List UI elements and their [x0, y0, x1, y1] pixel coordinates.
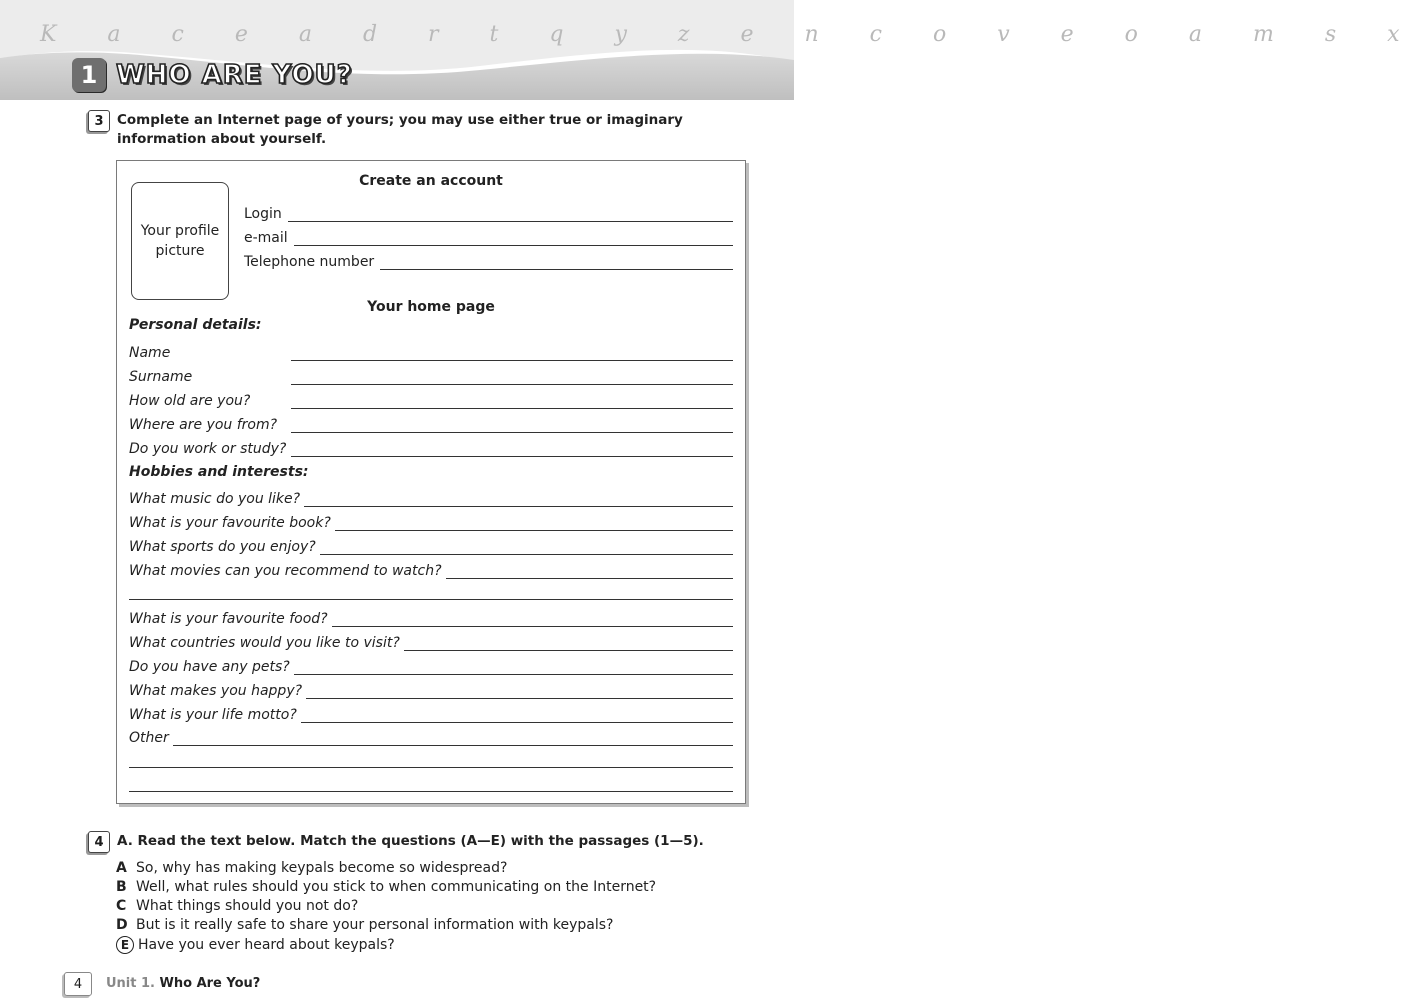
hobbies-heading: Hobbies and interests: — [129, 464, 309, 480]
page-number: 4 — [64, 972, 92, 996]
field-label: How old are you? — [129, 393, 251, 409]
footer-unit-name: Who Are You? — [159, 976, 261, 991]
question-label: What makes you happy? — [129, 683, 303, 699]
other-field[interactable] — [129, 726, 733, 746]
origin-field[interactable] — [129, 413, 733, 433]
exercise-instruction: A. Read the text below. Match the questions (A—E) with the passages (1—5). — [117, 833, 704, 849]
option-key: A — [116, 860, 127, 876]
unit-number-badge: 1 — [72, 58, 106, 92]
answer-line[interactable] — [129, 791, 733, 792]
unit-header — [0, 0, 1422, 100]
music-question[interactable] — [129, 487, 733, 507]
exercise-number: 4 — [88, 831, 110, 853]
login-field[interactable] — [244, 202, 733, 222]
surname-field[interactable] — [129, 365, 733, 385]
option-item — [116, 936, 395, 954]
answer-line[interactable] — [173, 731, 733, 746]
email-field[interactable] — [244, 226, 733, 246]
answer-line[interactable] — [291, 346, 733, 361]
home-page-heading: Your home page — [367, 299, 495, 315]
option-text: What things should you not do? — [136, 898, 359, 914]
answer-line[interactable] — [335, 516, 733, 531]
internet-page-form — [116, 160, 746, 804]
sports-question[interactable] — [129, 535, 733, 555]
field-label: e-mail — [244, 230, 288, 246]
answer-line[interactable] — [291, 394, 733, 409]
profile-picture-label: Your profile picture — [140, 223, 220, 259]
answer-line[interactable] — [304, 492, 733, 507]
option-item — [116, 917, 614, 933]
motto-question[interactable] — [129, 703, 733, 723]
answer-line[interactable] — [446, 564, 734, 579]
answer-line[interactable] — [301, 708, 733, 723]
answer-line[interactable] — [294, 660, 733, 675]
option-key-circled: E — [116, 936, 134, 954]
question-label: What countries would you like to visit? — [129, 635, 400, 651]
name-field[interactable] — [129, 341, 733, 361]
field-label: Name — [129, 345, 171, 361]
option-item — [116, 898, 358, 914]
option-item — [116, 879, 656, 895]
field-label: Telephone number — [244, 254, 375, 270]
countries-question[interactable] — [129, 631, 733, 651]
option-key: D — [116, 917, 128, 933]
question-label: Do you have any pets? — [129, 659, 290, 675]
option-item — [116, 860, 507, 876]
unit-title: WHO ARE YOU? — [116, 60, 353, 90]
food-question[interactable] — [129, 607, 733, 627]
answer-line[interactable] — [288, 207, 733, 222]
field-label: Login — [244, 206, 282, 222]
movies-question[interactable] — [129, 559, 733, 579]
question-label: Other — [129, 730, 169, 746]
question-label: What sports do you enjoy? — [129, 539, 316, 555]
question-label: What is your favourite food? — [129, 611, 328, 627]
answer-line[interactable] — [291, 370, 733, 385]
answer-line[interactable] — [380, 255, 733, 270]
footer-unit-prefix: Unit 1. — [106, 976, 155, 991]
question-label: What movies can you recommend to watch? — [129, 563, 442, 579]
option-key: B — [116, 879, 127, 895]
answer-line[interactable] — [306, 684, 733, 699]
personal-details-heading: Personal details: — [129, 317, 262, 333]
question-label: What is your favourite book? — [129, 515, 331, 531]
option-text: So, why has making keypals become so widespread? — [136, 860, 508, 876]
option-key: C — [116, 898, 127, 914]
answer-line[interactable] — [129, 599, 733, 600]
age-field[interactable] — [129, 389, 733, 409]
question-label: What is your life motto? — [129, 707, 297, 723]
answer-line[interactable] — [320, 540, 733, 555]
happy-question[interactable] — [129, 679, 733, 699]
option-text: Have you ever heard about keypals? — [138, 937, 395, 953]
answer-line[interactable] — [291, 418, 733, 433]
option-text: But is it really safe to share your personal information with keypals? — [136, 917, 614, 933]
profile-picture-box[interactable] — [131, 182, 229, 300]
answer-line[interactable] — [404, 636, 733, 651]
field-label: Where are you from? — [129, 417, 278, 433]
question-label: What music do you like? — [129, 491, 301, 507]
answer-line[interactable] — [129, 767, 733, 768]
exercise-number: 3 — [88, 110, 110, 132]
pets-question[interactable] — [129, 655, 733, 675]
option-text: Well, what rules should you stick to when communicating on the Internet? — [136, 879, 657, 895]
telephone-field[interactable] — [244, 250, 733, 270]
book-question[interactable] — [129, 511, 733, 531]
field-label: Do you work or study? — [129, 441, 287, 457]
answer-line[interactable] — [332, 612, 733, 627]
exercise-instruction: Complete an Internet page of yours; you may use either true or imaginary information about yourself. — [117, 112, 683, 147]
work-study-field[interactable] — [129, 437, 733, 457]
field-label: Surname — [129, 369, 193, 385]
decorative-letters: K a c e a d r t q y z e n c o v e o a m s x — [40, 22, 1422, 47]
answer-line[interactable] — [294, 231, 733, 246]
answer-line[interactable] — [291, 442, 733, 457]
footer-unit-label — [106, 976, 260, 991]
create-account-heading: Create an account — [359, 173, 503, 189]
